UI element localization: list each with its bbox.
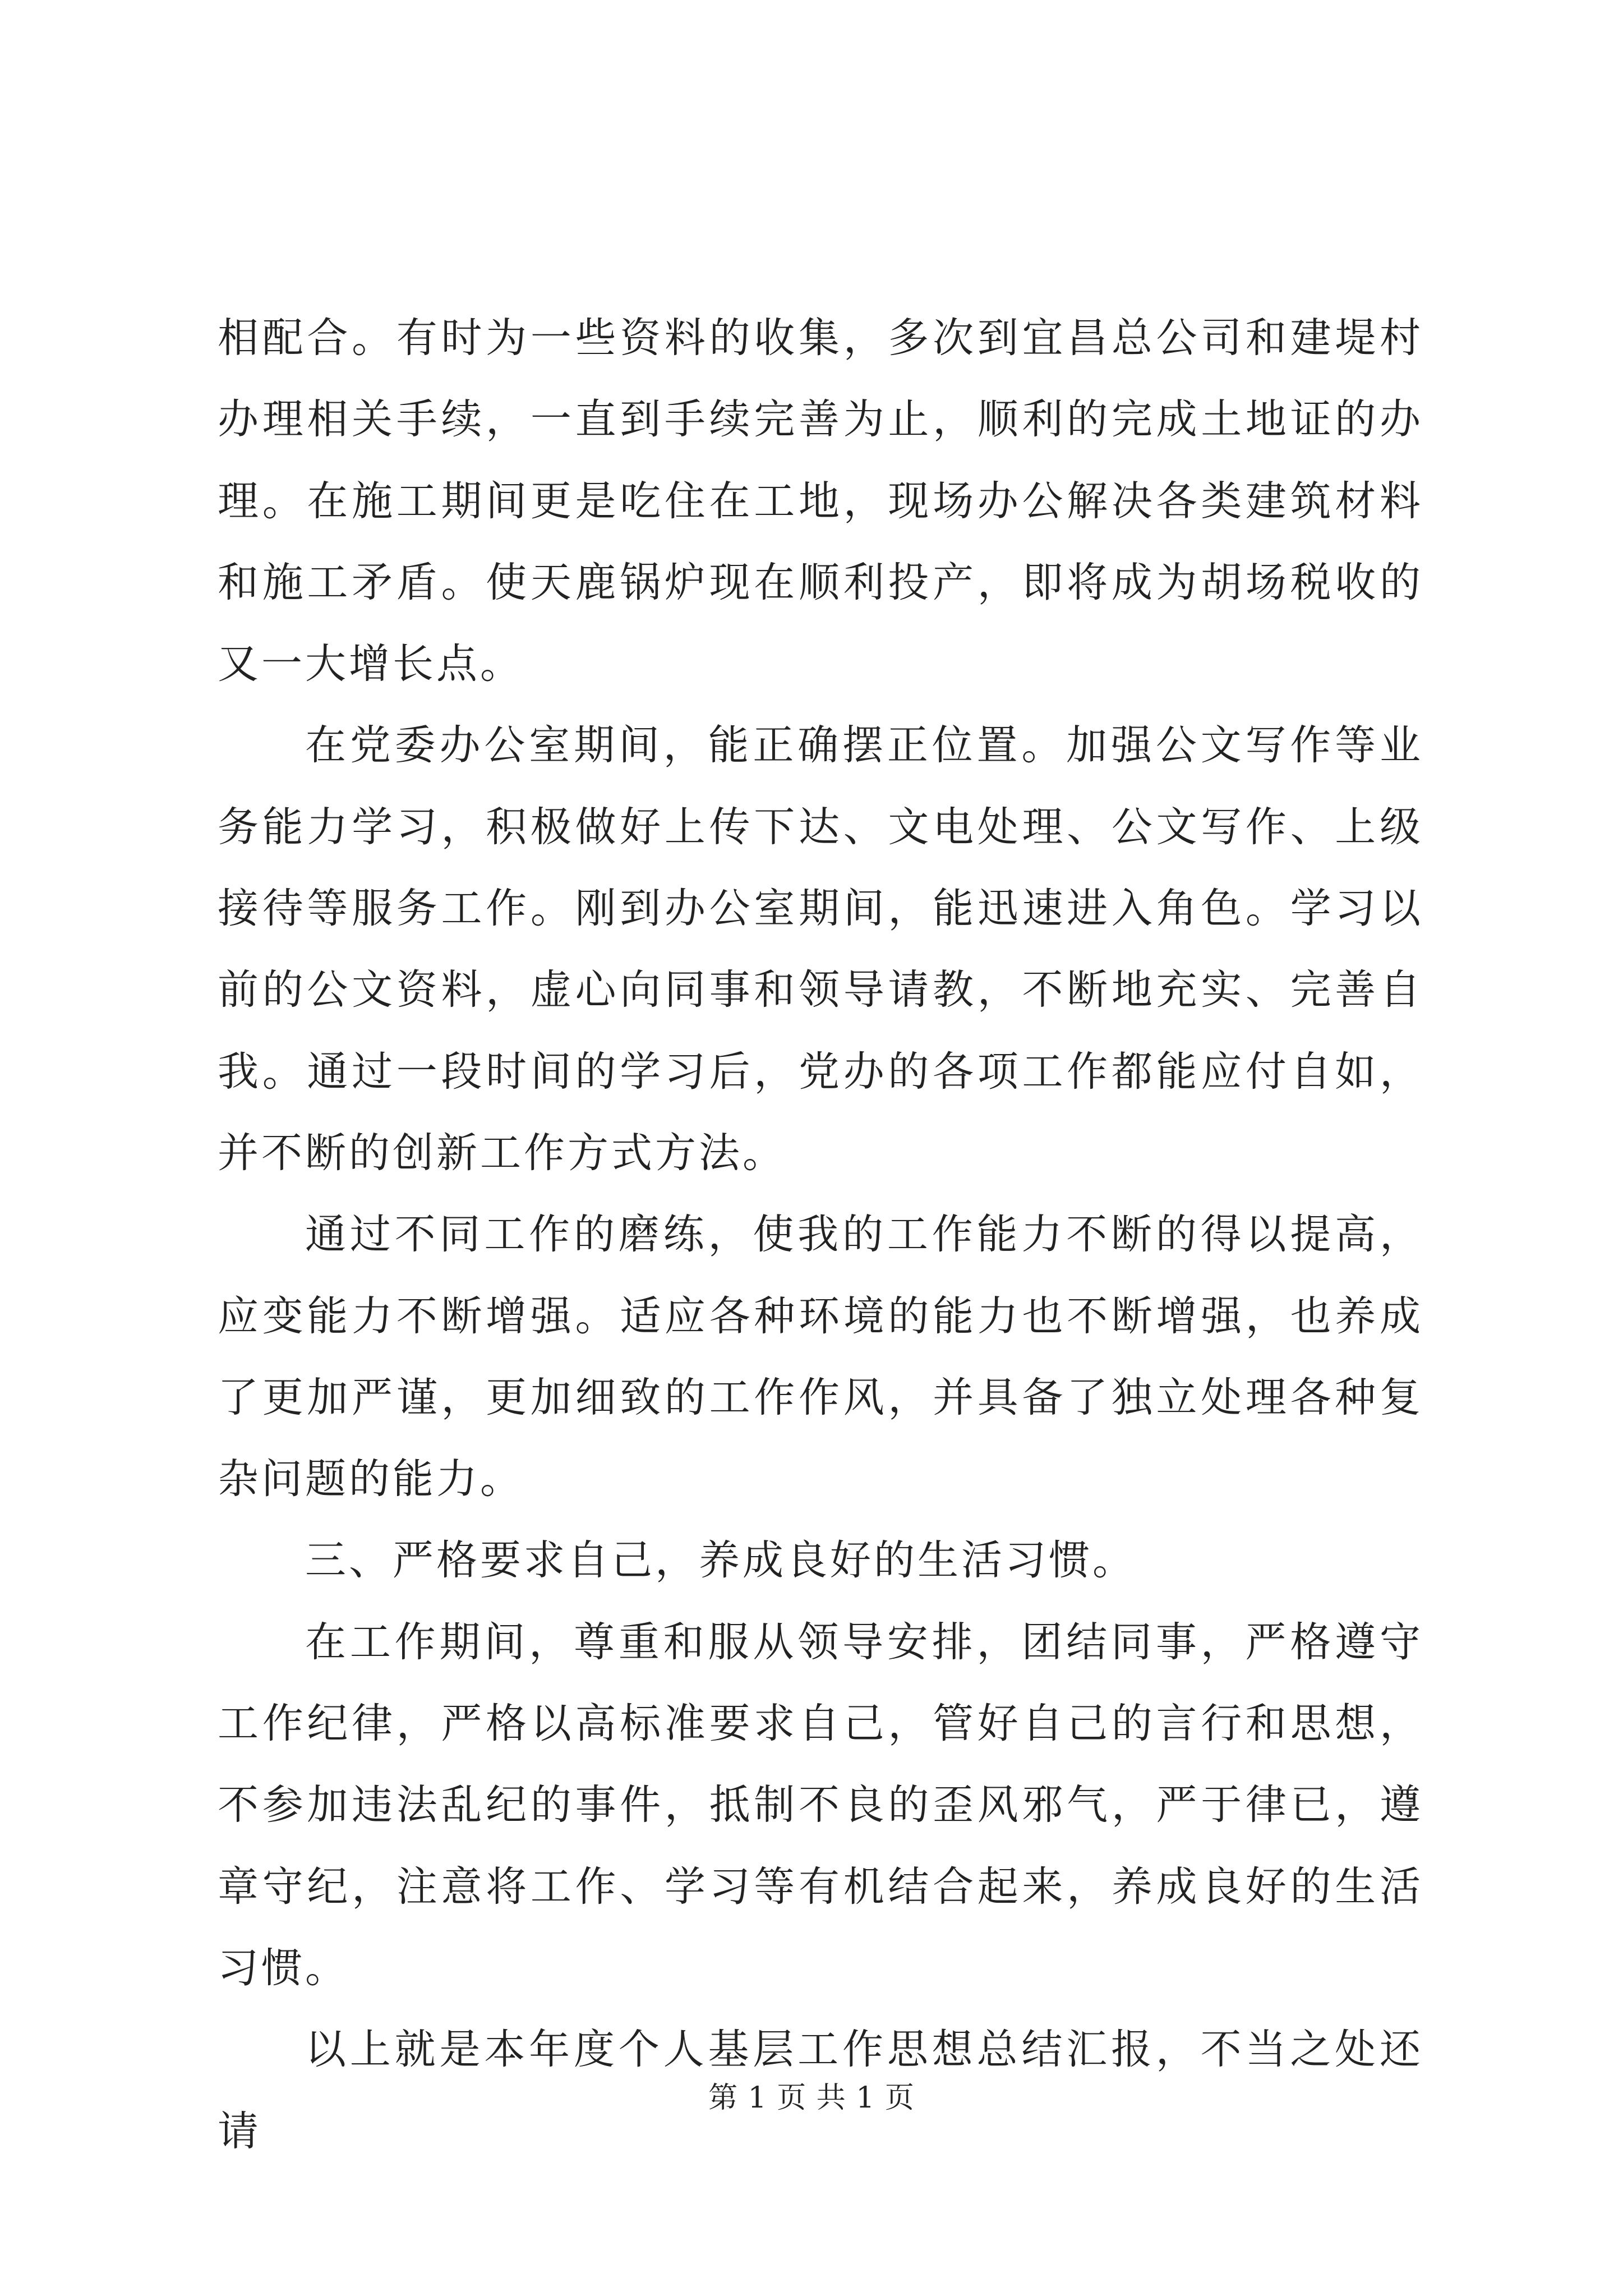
paragraph-2: 在党委办公室期间，能正确摆正位置。加强公文写作等业务能力学习，积极做好上传下达、文电处理、公文写作、上级接待等服务工作。刚到办公室期间，能迅速进入角色。学习以前的公文资料，虚心向同事和领导请教，不断地充实、完善自我。通过一段时间的学习后，党办的各项工作都能应付自如，并不断的创新工作方式方法。 — [218, 721, 1423, 1177]
paragraph-1: 相配合。有时为一些资料的收集，多次到宜昌总公司和建堤村办理相关手续，一直到手续完善为止，顺利的完成土地证的办理。在施工期间更是吃住在工地，现场办公解决各类建筑材料和施工矛盾。使天鹿锅炉现在顺利投产，即将成为胡场税收的又一大增长点。 — [218, 314, 1423, 688]
document-body — [218, 297, 1423, 2172]
paragraph-4: 在工作期间，尊重和服从领导安排，团结同事，严格遵守工作纪律，严格以高标准要求自己，管好自己的言行和思想，不参加违法乱纪的事件，抵制不良的歪风邪气，严于律已，遵章守纪，注意将工作、学习等有机结合起来，养成良好的生活习惯。 — [218, 1618, 1423, 1992]
paragraph-3: 通过不同工作的磨练，使我的工作能力不断的得以提高，应变能力不断增强。适应各种环境的能力也不断增强，也养成了更加严谨，更加细致的工作作风，并具备了独立处理各种复杂问题的能力。 — [218, 1211, 1423, 1503]
section-heading-3: 三、严格要求自己，养成良好的生活习惯。 — [305, 1536, 1136, 1585]
page-footer: 第 1 页 共 1 页 — [708, 2081, 915, 2115]
paragraph-5: 以上就是本年度个人基层工作思想总结汇报，不当之处还请 — [218, 2026, 1423, 2155]
